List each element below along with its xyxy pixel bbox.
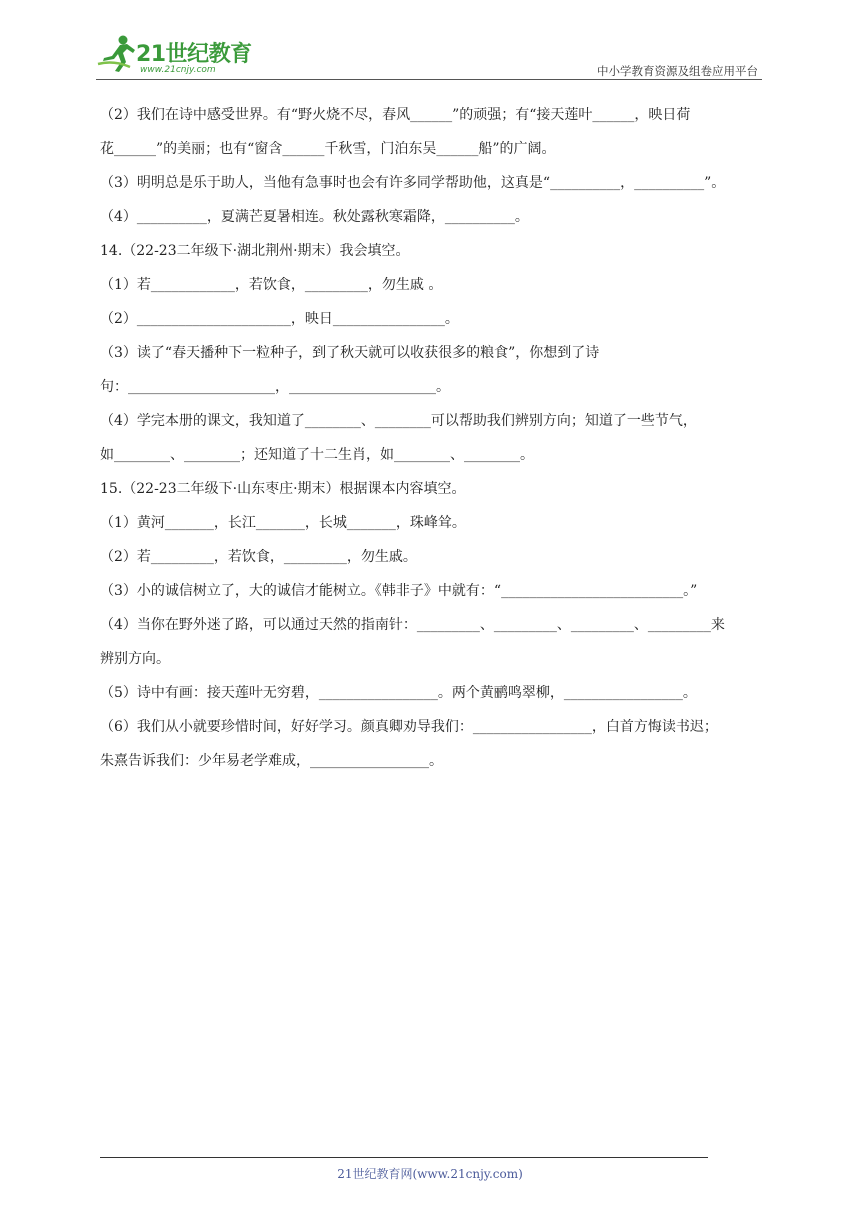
question-heading: 14.（22-23二年级下·湖北荆州·期末）我会填空。 xyxy=(100,243,410,259)
header-divider xyxy=(96,79,762,80)
question-line: （5）诗中有画：接天莲叶无穷碧，_________________。两个黄鹂鸣翠柳，_________________。 xyxy=(100,685,697,701)
brand-name: 21世纪教育 xyxy=(136,42,252,67)
question-line: （2）我们在诗中感受世界。有“野火烧不尽，春风______”的顽强；有“接天莲叶______，映日荷 xyxy=(100,107,691,123)
question-line: （3）读了“春天播种下一粒种子，到了秋天就可以收获很多的粮食”，你想到了诗 xyxy=(100,345,600,361)
runner-icon xyxy=(96,34,138,74)
question-line: （3）明明总是乐于助人，当他有急事时也会有许多同学帮助他，这真是“__________，__________”。 xyxy=(100,175,726,191)
worksheet-body xyxy=(100,104,766,772)
question-line: （3）小的诚信树立了，大的诚信才能树立。《韩非子》中就有：“__________________________。” xyxy=(100,583,698,599)
page-header xyxy=(96,30,762,78)
question-line: 朱熹告诉我们：少年易老学难成，_________________。 xyxy=(100,753,443,769)
platform-title: 中小学教育资源及组卷应用平台 xyxy=(597,64,758,78)
question-heading: 15.（22-23二年级下·山东枣庄·期末）根据课本内容填空。 xyxy=(100,481,466,497)
site-logo[interactable] xyxy=(96,34,266,74)
question-line: （2）______________________，映日________________。 xyxy=(100,311,459,327)
question-line: 辨别方向。 xyxy=(100,651,170,667)
footer-divider xyxy=(100,1157,708,1158)
question-line: （4）__________，夏满芒夏暑相连。秋处露秋寒霜降，__________。 xyxy=(100,209,529,225)
question-line: （1）黄河_______，长江_______，长城_______，珠峰耸。 xyxy=(100,515,466,531)
question-line: 如________、________；还知道了十二生肖，如________、________。 xyxy=(100,447,534,463)
question-line: 句：_____________________，_____________________。 xyxy=(100,379,450,395)
question-line: （4）当你在野外迷了路，可以通过天然的指南针：_________、_________、_________、_________来 xyxy=(100,617,725,633)
question-line: 花______”的美丽；也有“窗含______千秋雪，门泊东吴______船”的广阔。 xyxy=(100,141,556,157)
brand-url: www.21cnjy.com xyxy=(140,65,216,75)
question-line: （4）学完本册的课文，我知道了________、________可以帮助我们辨别方向；知道了一些节气， xyxy=(100,413,697,429)
footer-link[interactable]: 21世纪教育网(www.21cnjy.com) xyxy=(337,1167,523,1181)
question-line: （2）若_________，若饮食，_________，勿生戚。 xyxy=(100,549,417,565)
question-line: （6）我们从小就要珍惜时间，好好学习。颜真卿劝导我们：_________________，白首方悔读书迟； xyxy=(100,719,718,735)
question-line: （1）若____________，若饮食，_________，勿生戚 。 xyxy=(100,277,443,293)
